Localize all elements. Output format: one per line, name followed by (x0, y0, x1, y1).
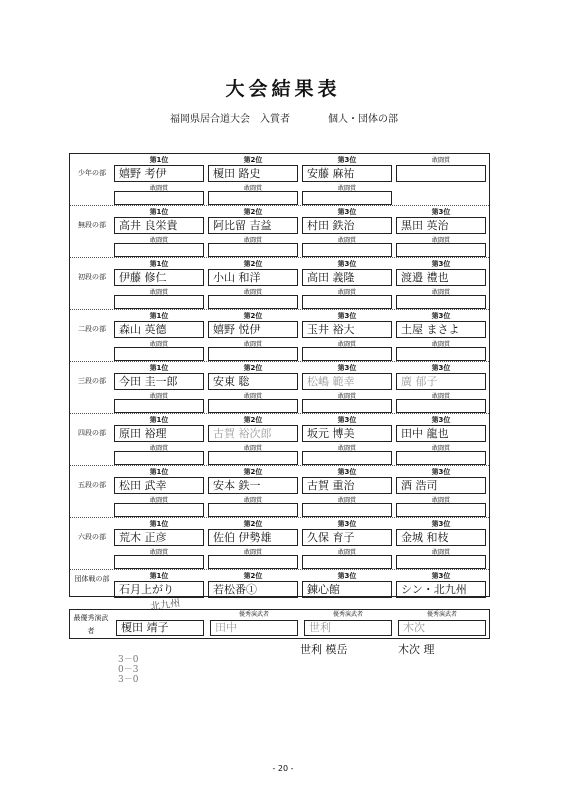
fighting-spirit-label: 敢闘賞 (149, 185, 168, 192)
place-label: 第2位 (243, 312, 263, 320)
place-label: 第3位 (431, 208, 451, 216)
fighting-spirit-label: 敢闘賞 (149, 549, 168, 556)
fighting-spirit-label: 敢闘賞 (431, 393, 450, 400)
fighting-spirit-box (302, 503, 392, 517)
fighting-spirit-box (302, 295, 392, 309)
special-award-table (69, 609, 490, 639)
winner-name: 廣 郁子 (396, 373, 486, 390)
fighting-spirit-box (396, 295, 486, 309)
winner-name (396, 165, 486, 182)
place-label: 第3位 (337, 260, 357, 268)
placing-slot (396, 156, 486, 204)
place-label: 第2位 (243, 260, 263, 268)
place-label: 第1位 (149, 468, 169, 476)
placing-slot (302, 208, 392, 256)
place-label: 第3位 (431, 468, 451, 476)
winner-name: 小山 和洋 (208, 269, 298, 286)
place-label: 第3位 (337, 416, 357, 424)
special-award-slot (302, 610, 394, 638)
placing-slot (302, 468, 392, 516)
division-label: 五段の部 (78, 481, 106, 489)
placing-slot (302, 156, 392, 204)
winner-name: 松嶋 範幸 (302, 373, 392, 390)
placing-slot (302, 260, 392, 308)
special-award-slot (114, 610, 206, 638)
division-row (70, 414, 489, 466)
fighting-spirit-box (208, 399, 298, 413)
fighting-spirit-box (114, 347, 204, 361)
winner-name: 黒田 英治 (396, 217, 486, 234)
fighting-spirit-label: 敢闘賞 (243, 185, 262, 192)
fighting-spirit-label: 敢闘賞 (337, 237, 356, 244)
winner-name: 酒 浩司 (396, 477, 486, 494)
winner-name: シン・北九州 (396, 581, 486, 598)
placing-slot (114, 312, 204, 360)
fighting-spirit-box (114, 399, 204, 413)
division-label: 無段の部 (78, 221, 106, 229)
winner-name: 佐伯 伊勢雄 (208, 529, 298, 546)
special-award-head: 優秀演武者 (332, 611, 363, 618)
placing-slot (208, 468, 298, 516)
placing-slot (114, 520, 204, 568)
fighting-spirit-box (114, 295, 204, 309)
fighting-spirit-label: 敢闘賞 (243, 341, 262, 348)
place-label: 第1位 (149, 364, 169, 372)
score-line: 3－0 (118, 675, 139, 685)
fighting-spirit-box (302, 347, 392, 361)
fighting-spirit-box (302, 191, 392, 205)
fighting-spirit-label: 敢闘賞 (149, 341, 168, 348)
fighting-spirit-label: 敢闘賞 (337, 549, 356, 556)
placing-slot (396, 416, 486, 464)
division-label: 少年の部 (78, 169, 106, 177)
fighting-spirit-label: 敢闘賞 (243, 497, 262, 504)
winner-name: 高田 義隆 (302, 269, 392, 286)
winner-name: 若松番① (208, 581, 298, 598)
place-label: 第3位 (337, 156, 357, 164)
event-name: 福岡県居合道大会 入賞者 (170, 114, 290, 125)
division-label: 団体戦の部 (74, 575, 110, 583)
fighting-spirit-label: 敢闘賞 (243, 549, 262, 556)
fighting-spirit-box (396, 347, 486, 361)
winner-name: 古賀 裕次郎 (208, 425, 298, 442)
winner-name: 安藤 麻祐 (302, 165, 392, 182)
page-title: 大会結果表 (225, 78, 341, 100)
placing-slot (208, 260, 298, 308)
division-label: 初段の部 (78, 273, 106, 281)
fighting-spirit-label: 敢闘賞 (431, 289, 450, 296)
fighting-spirit-label: 敢闘賞 (431, 445, 450, 452)
winner-name: 嬉野 考伊 (114, 165, 204, 182)
placing-slot (302, 312, 392, 360)
placing-slot (302, 416, 392, 464)
fighting-spirit-label: 敢闘賞 (149, 237, 168, 244)
winner-name: 安東 聡 (208, 373, 298, 390)
winner-name: 古賀 重治 (302, 477, 392, 494)
placing-slot (208, 416, 298, 464)
score-line: 3－0 (118, 655, 139, 665)
placing-slot (114, 416, 204, 464)
place-label: 第3位 (337, 364, 357, 372)
place-label: 第2位 (243, 364, 263, 372)
handwritten-name-b: 木次 理 (398, 643, 435, 656)
subtitle (170, 110, 398, 125)
score-line: 0－3 (118, 665, 139, 675)
winner-name: 田中 龍也 (396, 425, 486, 442)
fighting-spirit-box (114, 555, 204, 569)
place-label: 第2位 (243, 416, 263, 424)
winner-name: 安本 鉄一 (208, 477, 298, 494)
winner-name: 土屋 まさよ (396, 321, 486, 338)
fighting-spirit-box (208, 555, 298, 569)
fighting-spirit-box (208, 503, 298, 517)
winner-name: 原田 裕理 (114, 425, 204, 442)
placing-slot (208, 312, 298, 360)
winner-name: 錬心館 (302, 581, 392, 598)
fighting-spirit-box (396, 555, 486, 569)
winner-name: 金城 和枝 (396, 529, 486, 546)
placing-slot (114, 364, 204, 412)
placing-slot (396, 208, 486, 256)
fighting-spirit-label: 敢闘賞 (431, 549, 450, 556)
place-label: 第1位 (149, 208, 169, 216)
place-label: 第3位 (337, 572, 357, 580)
handwritten-name-a: 世利 模岳 (300, 643, 348, 656)
placing-slot (396, 468, 486, 516)
placing-slot (114, 468, 204, 516)
place-label: 第1位 (149, 520, 169, 528)
fighting-spirit-label: 敢闘賞 (243, 393, 262, 400)
fighting-spirit-label: 敢闘賞 (149, 393, 168, 400)
placing-slot (396, 312, 486, 360)
fighting-spirit-label: 敢闘賞 (149, 445, 168, 452)
fighting-spirit-label: 敢闘賞 (337, 341, 356, 348)
special-award-name: 田中 (210, 620, 298, 636)
fighting-spirit-label: 敢闘賞 (243, 237, 262, 244)
winner-name: 伊藤 修仁 (114, 269, 204, 286)
place-label: 第3位 (431, 364, 451, 372)
division-row (70, 206, 489, 258)
fighting-spirit-label: 敢闘賞 (149, 497, 168, 504)
results-table (69, 153, 490, 597)
winner-name: 阿比留 吉益 (208, 217, 298, 234)
fighting-spirit-box (208, 451, 298, 465)
category-name: 個人・団体の部 (328, 114, 398, 125)
special-award-slot (396, 610, 488, 638)
fighting-spirit-box (302, 555, 392, 569)
placing-slot (208, 520, 298, 568)
fighting-spirit-box (396, 243, 486, 257)
division-row (70, 154, 489, 206)
fighting-spirit-box (114, 451, 204, 465)
fighting-spirit-box (208, 191, 298, 205)
winner-name: 坂元 博美 (302, 425, 392, 442)
winner-name: 高井 良栄貴 (114, 217, 204, 234)
winner-name: 嬉野 悦伊 (208, 321, 298, 338)
place-label: 第3位 (337, 520, 357, 528)
fighting-spirit-box (114, 503, 204, 517)
division-row (70, 362, 489, 414)
division-label: 四段の部 (78, 429, 106, 437)
division-label: 三段の部 (78, 377, 106, 385)
place-label: 第3位 (337, 312, 357, 320)
place-label: 第3位 (337, 208, 357, 216)
fighting-spirit-box (208, 347, 298, 361)
division-label: 六段の部 (78, 533, 106, 541)
place-label: 第1位 (149, 416, 169, 424)
fighting-spirit-box (302, 399, 392, 413)
special-award-head: 優秀演武者 (426, 611, 457, 618)
winner-name: 村田 鉄治 (302, 217, 392, 234)
placing-slot (114, 208, 204, 256)
place-label: 第1位 (149, 156, 169, 164)
place-label: 第1位 (149, 260, 169, 268)
placing-slot (208, 208, 298, 256)
fighting-spirit-label: 敢闘賞 (337, 185, 356, 192)
fighting-spirit-box (396, 451, 486, 465)
placing-slot (208, 156, 298, 204)
handwritten-note: 北九州 (149, 597, 181, 614)
placing-slot (302, 364, 392, 412)
fighting-spirit-label: 敢闘賞 (337, 497, 356, 504)
fighting-spirit-label: 敢闘賞 (243, 289, 262, 296)
winner-name: 今田 圭一郎 (114, 373, 204, 390)
placing-slot (396, 520, 486, 568)
special-award-name: 榎田 靖子 (116, 620, 204, 636)
winner-name: 荒木 正彦 (114, 529, 204, 546)
division-row (70, 518, 489, 570)
place-label: 第3位 (431, 312, 451, 320)
winner-name: 石月上がり (114, 581, 204, 598)
placing-slot (302, 520, 392, 568)
fighting-spirit-label: 敢闘賞 (149, 289, 168, 296)
fighting-spirit-label: 敢闘賞 (431, 497, 450, 504)
fighting-spirit-label: 敢闘賞 (243, 445, 262, 452)
place-label: 第3位 (431, 260, 451, 268)
fighting-spirit-label: 敢闘賞 (337, 289, 356, 296)
fighting-spirit-box (208, 295, 298, 309)
place-label: 第3位 (431, 416, 451, 424)
special-award-label: 最優秀演武者 (73, 614, 109, 635)
special-award-head: 優秀演武者 (238, 611, 269, 618)
winner-name: 松田 武幸 (114, 477, 204, 494)
special-award-name: 木次 (398, 620, 486, 636)
place-label: 第3位 (337, 468, 357, 476)
place-label: 第3位 (431, 572, 451, 580)
fighting-spirit-box (396, 503, 486, 517)
winner-name: 玉井 裕大 (302, 321, 392, 338)
place-label: 第2位 (243, 156, 263, 164)
handwritten-scores (118, 655, 138, 685)
place-label: 第1位 (149, 312, 169, 320)
winner-name: 久保 育子 (302, 529, 392, 546)
fighting-spirit-label: 敢闘賞 (431, 237, 450, 244)
special-award-slot (208, 610, 300, 638)
fighting-spirit-box (302, 243, 392, 257)
place-label: 第2位 (243, 572, 263, 580)
division-row (70, 258, 489, 310)
placing-slot (114, 260, 204, 308)
fighting-spirit-label: 敢闘賞 (337, 445, 356, 452)
placing-slot (208, 364, 298, 412)
placing-slot (114, 156, 204, 204)
fighting-spirit-label: 敢闘賞 (337, 393, 356, 400)
division-row (70, 466, 489, 518)
winner-name: 榎田 路史 (208, 165, 298, 182)
place-label: 第2位 (243, 208, 263, 216)
division-label: 二段の部 (78, 325, 106, 333)
fighting-spirit-box (396, 399, 486, 413)
fighting-spirit-box (302, 451, 392, 465)
place-label: 第2位 (243, 520, 263, 528)
fighting-spirit-box (208, 243, 298, 257)
place-label: 第3位 (431, 520, 451, 528)
special-award-name: 世利 (304, 620, 392, 636)
winner-name: 渡邉 禮也 (396, 269, 486, 286)
winner-name: 森山 英德 (114, 321, 204, 338)
place-label: 敢闘賞 (431, 157, 450, 164)
place-label: 第1位 (149, 572, 169, 580)
placing-slot (396, 260, 486, 308)
fighting-spirit-box (114, 243, 204, 257)
page-number: - 20 - (272, 764, 294, 773)
placing-slot (396, 364, 486, 412)
fighting-spirit-label: 敢闘賞 (431, 341, 450, 348)
fighting-spirit-box (114, 191, 204, 205)
place-label: 第2位 (243, 468, 263, 476)
division-row (70, 310, 489, 362)
